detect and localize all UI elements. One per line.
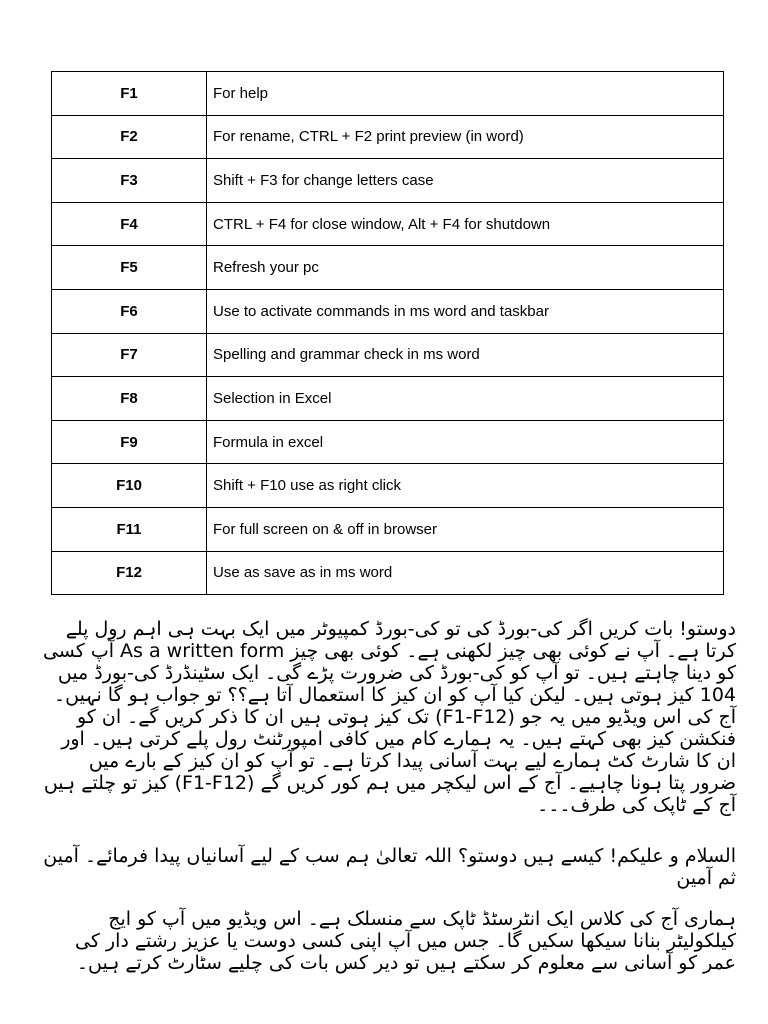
function-key-description: Selection in Excel	[207, 377, 724, 421]
function-key-cell: F11	[52, 507, 207, 551]
table-row	[52, 202, 724, 246]
function-key-cell: F5	[52, 246, 207, 290]
function-key-description: Spelling and grammar check in ms word	[207, 333, 724, 377]
table-row	[52, 551, 724, 595]
function-key-description: For rename, CTRL + F2 print preview (in word)	[207, 115, 724, 159]
urdu-greeting-paragraph	[40, 845, 736, 889]
function-key-cell: F8	[52, 377, 207, 421]
function-key-description: For full screen on & off in browser	[207, 507, 724, 551]
table-row	[52, 159, 724, 203]
function-key-description: Formula in excel	[207, 420, 724, 464]
urdu-paragraph-1: دوستو! بات کریں اگر کی-بورڈ کی تو کی-بورڈ کمپیوٹر میں ایک بہت ہی اہم رول پلے کرتا ہے۔ آپ نے کوئی بھی چیز لکھنی ہے۔ کوئی بھی چیز As a written form آپ کسی کو دینا چاہتے ہیں۔ تو آپ کو کی-بورڈ کی ضرورت پڑے گی۔ ایک سٹینڈرڈ کی-بورڈ میں 104 کیز ہوتی ہیں۔ لیکن کیا آپ کو ان کیز کا استعمال آتا ہے؟؟ تو جواب ہو گا نہیں۔ آج کی اس ویڈیو میں یہ جو (F1-F12) تک کیز ہوتی ہیں ان کا ذکر کریں گے۔ ان کو فنکشن کیز بھی کہتے ہیں۔ یہ ہمارے کام میں کافی امپورٹنٹ رول پلے کرتی ہیں۔ اور ان کا شارٹ کٹ ہمارے لیے بہت آسانی پیدا کرتا ہے۔ تو آپ کو ان کیز کے بارے میں ضرور پتا ہونا چاہیے۔ آج کے اس لیکچر میں ہم کور کریں گے (F1-F12) کیز تو چلتے ہیں آج کے ٹاپک کی طرف۔۔۔	[42, 618, 736, 816]
table-row	[52, 333, 724, 377]
function-key-description: For help	[207, 72, 724, 116]
urdu-paragraph-3: ہماری آج کی کلاس ایک انٹرسٹڈ ٹاپک سے منسلک ہے۔ اس ویڈیو میں آپ کو ایج کیلکولیٹر بنانا سیکھا سکیں گا۔ جس میں آپ اپنی کسی دوست یا عزیز رشتے دار کی عمر کو آسانی سے معلوم کر سکتے ہیں تو دیر کس بات کی چلیے سٹارٹ کرتے ہیں۔	[75, 908, 736, 974]
table-row	[52, 377, 724, 421]
function-key-cell: F3	[52, 159, 207, 203]
function-key-description: Use as save as in ms word	[207, 551, 724, 595]
function-key-cell: F10	[52, 464, 207, 508]
table-row	[52, 289, 724, 333]
function-key-cell: F6	[52, 289, 207, 333]
table-row	[52, 72, 724, 116]
function-key-description: Shift + F3 for change letters case	[207, 159, 724, 203]
function-key-description: CTRL + F4 for close window, Alt + F4 for shutdown	[207, 202, 724, 246]
function-key-cell: F9	[52, 420, 207, 464]
function-keys-table	[51, 71, 724, 595]
table-row	[52, 420, 724, 464]
table-row	[52, 246, 724, 290]
table-row	[52, 464, 724, 508]
table-row	[52, 115, 724, 159]
function-key-cell: F2	[52, 115, 207, 159]
urdu-intro-paragraph	[40, 618, 736, 816]
urdu-topic-paragraph	[40, 908, 736, 974]
function-key-description: Shift + F10 use as right click	[207, 464, 724, 508]
function-key-cell: F4	[52, 202, 207, 246]
function-key-description: Use to activate commands in ms word and taskbar	[207, 289, 724, 333]
function-key-description: Refresh your pc	[207, 246, 724, 290]
table-row	[52, 507, 724, 551]
function-key-cell: F1	[52, 72, 207, 116]
urdu-paragraph-2: السلام و علیکم! کیسے ہیں دوستو؟ اللہ تعالیٰ ہم سب کے لیے آسانیاں پیدا فرمائے۔ آمین ثم آمین	[43, 845, 736, 889]
function-key-cell: F7	[52, 333, 207, 377]
function-key-cell: F12	[52, 551, 207, 595]
function-keys-table-body	[52, 72, 724, 595]
